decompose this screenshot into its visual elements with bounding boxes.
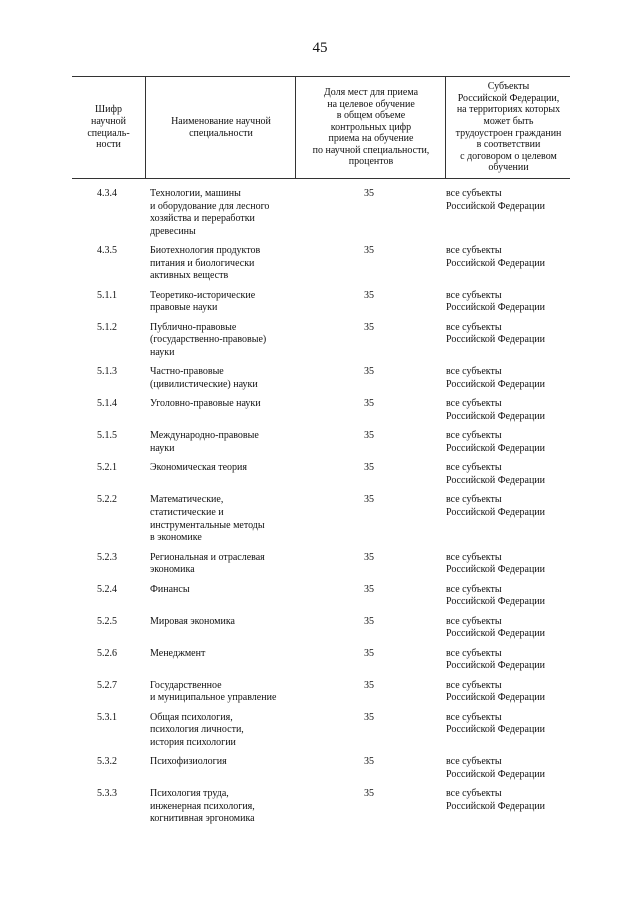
federation-subjects-line: все субъекты [446, 430, 502, 442]
specialty-code: 5.2.2 [97, 494, 117, 506]
specialty-code: 5.3.3 [97, 788, 117, 800]
table-row [0, 788, 640, 833]
specialty-name-line: Математические, [150, 494, 224, 506]
header-code-line: Шифр [95, 104, 122, 116]
specialty-code: 5.2.1 [97, 462, 117, 474]
specialty-code: 4.3.5 [97, 245, 117, 257]
specialty-name-line: инструментальные методы [150, 519, 265, 531]
specialty-name [150, 188, 300, 238]
header-share-line: процентов [348, 156, 394, 168]
target-share: 35 [364, 756, 374, 768]
federation-subjects-line: все субъекты [446, 679, 502, 691]
federation-subjects-line: все субъекты [446, 494, 502, 506]
target-share: 35 [364, 188, 374, 199]
specialty-name [150, 788, 300, 826]
table-row [0, 398, 640, 430]
target-share: 35 [364, 711, 374, 723]
specialty-name-line: Региональная и отраслевая [150, 551, 265, 563]
specialty-name-line: древесины [150, 225, 196, 237]
target-share: 35 [364, 551, 374, 563]
federation-subjects-line: все субъекты [446, 366, 502, 378]
federation-subjects-line: все субъекты [446, 289, 502, 301]
header-subjects-line: Российской Федерации, [457, 92, 560, 104]
federation-subjects-line: Российской Федерации [446, 257, 546, 269]
federation-subjects-line: Российской Федерации [446, 800, 546, 812]
specialty-name [150, 680, 300, 705]
target-share: 35 [364, 289, 374, 301]
header-name [145, 77, 296, 178]
target-share: 35 [364, 321, 374, 333]
table-header [72, 76, 570, 179]
specialty-name [150, 712, 300, 750]
table-row [0, 290, 640, 322]
specialty-name [150, 398, 300, 411]
target-share: 35 [364, 615, 374, 627]
specialty-name [150, 290, 300, 315]
federation-subjects-line: Российской Федерации [446, 660, 546, 672]
target-share: 35 [364, 398, 374, 410]
federation-subjects-line: все субъекты [446, 583, 502, 595]
specialty-name-line: Технологии, машины [150, 188, 241, 199]
federation-subjects [446, 245, 570, 270]
federation-subjects [446, 616, 570, 641]
specialty-name [150, 245, 300, 283]
federation-subjects [446, 494, 570, 519]
federation-subjects-line: Российской Федерации [446, 378, 546, 390]
specialty-name-line: хозяйства и переработки [150, 213, 255, 225]
table-row [0, 322, 640, 367]
specialty-name-line: Уголовно-правовые науки [150, 398, 261, 410]
header-name-line: Наименование научной [171, 115, 271, 127]
table-row [0, 616, 640, 648]
federation-subjects-line: все субъекты [446, 756, 502, 768]
federation-subjects [446, 648, 570, 673]
specialty-name-line: инженерная психология, [150, 800, 255, 812]
specialty-name-line: Биотехнология продуктов [150, 245, 261, 257]
specialty-name-line: Мировая экономика [150, 615, 235, 627]
header-share-line: на целевое обучение [327, 98, 415, 110]
specialty-code: 5.3.2 [97, 756, 117, 768]
table-row [0, 648, 640, 680]
federation-subjects [446, 366, 570, 391]
header-code-line: ности [96, 139, 121, 151]
federation-subjects [446, 430, 570, 455]
table-row [0, 366, 640, 398]
specialty-name-line: статистические и [150, 506, 224, 518]
federation-subjects-line: Российской Федерации [446, 596, 546, 608]
specialty-name [150, 616, 300, 629]
specialty-name-line: Менеджмент [150, 647, 206, 659]
specialty-code: 5.2.6 [97, 647, 117, 659]
table-row [0, 756, 640, 788]
federation-subjects-line: Российской Федерации [446, 506, 546, 518]
specialty-name-line: Психофизиология [150, 756, 227, 768]
federation-subjects [446, 788, 570, 813]
table-row [0, 462, 640, 494]
header-subjects-line: Субъекты [487, 81, 530, 93]
federation-subjects-line: Российской Федерации [446, 442, 546, 454]
specialty-code: 5.2.3 [97, 551, 117, 563]
specialty-name-line: активных веществ [150, 270, 229, 282]
specialty-name-line: экономика [150, 564, 195, 576]
table-row [0, 430, 640, 462]
specialty-name-line: Государственное [150, 679, 222, 691]
specialty-name-line: Финансы [150, 583, 190, 595]
federation-subjects-line: все субъекты [446, 321, 502, 333]
specialty-name-line: науки [150, 442, 175, 454]
table-body [0, 188, 640, 833]
specialty-name-line: Частно-правовые [150, 366, 224, 378]
federation-subjects-line: Российской Федерации [446, 564, 546, 576]
specialty-name-line: Теоретико-исторические [150, 289, 256, 301]
header-subjects-line: на территориях которых [456, 104, 561, 116]
header-share-line: по научной специальности, [312, 144, 430, 156]
federation-subjects-line: все субъекты [446, 188, 502, 199]
header-subjects-line: обучении [488, 162, 529, 174]
specialty-name [150, 552, 300, 577]
table-row [0, 712, 640, 757]
federation-subjects-line: все субъекты [446, 711, 502, 723]
specialty-name [150, 430, 300, 455]
header-subjects [445, 77, 571, 178]
target-share: 35 [364, 788, 374, 800]
federation-subjects-line: Российской Федерации [446, 474, 546, 486]
federation-subjects [446, 584, 570, 609]
specialty-code: 5.1.5 [97, 430, 117, 442]
federation-subjects-line: Российской Федерации [446, 200, 546, 212]
specialty-name-line: когнитивная эргономика [150, 813, 255, 825]
specialty-code: 5.2.5 [97, 615, 117, 627]
federation-subjects [446, 462, 570, 487]
specialty-name-line: Публично-правовые [150, 321, 237, 333]
federation-subjects-line: Российской Федерации [446, 628, 546, 640]
header-code-line: специаль- [87, 127, 130, 139]
header-subjects-line: трудоустроен гражданин [455, 127, 562, 139]
federation-subjects [446, 680, 570, 705]
header-name-line: специальности [189, 127, 253, 139]
federation-subjects [446, 322, 570, 347]
federation-subjects-line: все субъекты [446, 462, 502, 474]
header-share-line: приема на обучение [328, 133, 414, 145]
header-share-line: в общем объеме [336, 110, 406, 122]
specialty-code: 5.3.1 [97, 711, 117, 723]
header-subjects-line: в соответствии [476, 139, 541, 151]
target-share: 35 [364, 679, 374, 691]
target-share: 35 [364, 366, 374, 378]
specialty-name-line: правовые науки [150, 302, 218, 314]
specialty-name-line: питания и биологически [150, 257, 255, 269]
specialty-name-line: Психология труда, [150, 788, 229, 800]
specialty-name-line: Экономическая теория [150, 462, 247, 474]
federation-subjects-line: все субъекты [446, 551, 502, 563]
specialty-name [150, 366, 300, 391]
header-share [295, 77, 446, 178]
specialty-code: 5.1.3 [97, 366, 117, 378]
target-share: 35 [364, 245, 374, 257]
specialty-name-line: Общая психология, [150, 711, 233, 723]
specialty-name-line: (цивилистические) науки [150, 378, 258, 390]
specialty-code: 5.2.4 [97, 583, 117, 595]
table-row [0, 680, 640, 712]
table-row [0, 245, 640, 290]
target-share: 35 [364, 462, 374, 474]
specialty-name [150, 322, 300, 360]
federation-subjects [446, 398, 570, 423]
specialty-name-line: (государственно-правовые) [150, 334, 267, 346]
page-number: 45 [312, 40, 328, 56]
specialty-code: 4.3.4 [97, 188, 117, 199]
specialty-name-line: психология личности, [150, 724, 244, 736]
target-share: 35 [364, 430, 374, 442]
federation-subjects-line: Российской Федерации [446, 334, 546, 346]
table-row [0, 494, 640, 551]
header-subjects-line: с договором о целевом [460, 150, 557, 162]
specialty-name-line: и оборудование для лесного [150, 200, 270, 212]
specialty-name [150, 648, 300, 661]
specialty-name-line: в экономике [150, 532, 202, 544]
specialty-name [150, 584, 300, 597]
federation-subjects-line: все субъекты [446, 788, 502, 800]
specialty-name-line: история психологии [150, 736, 236, 748]
specialty-code: 5.1.2 [97, 321, 117, 333]
table-row [0, 188, 640, 245]
federation-subjects [446, 756, 570, 781]
specialty-code: 5.1.1 [97, 289, 117, 301]
federation-subjects-line: все субъекты [446, 398, 502, 410]
table-row [0, 552, 640, 584]
federation-subjects-line: все субъекты [446, 615, 502, 627]
federation-subjects-line: все субъекты [446, 245, 502, 257]
federation-subjects-line: Российской Федерации [446, 768, 546, 780]
header-subjects-line: может быть [483, 115, 534, 127]
header-code [72, 77, 145, 178]
federation-subjects-line: Российской Федерации [446, 692, 546, 704]
specialty-name [150, 756, 300, 769]
specialty-name-line: Международно-правовые [150, 430, 259, 442]
specialty-name-line: и муниципальное управление [150, 692, 277, 704]
federation-subjects-line: Российской Федерации [446, 724, 546, 736]
federation-subjects [446, 188, 570, 213]
specialty-name [150, 462, 300, 475]
specialty-code: 5.1.4 [97, 398, 117, 410]
target-share: 35 [364, 494, 374, 506]
federation-subjects-line: все субъекты [446, 647, 502, 659]
federation-subjects [446, 552, 570, 577]
header-share-line: Доля мест для приема [323, 86, 419, 98]
header-share-line: контрольных цифр [330, 121, 412, 133]
specialty-name [150, 494, 300, 544]
federation-subjects-line: Российской Федерации [446, 302, 546, 314]
federation-subjects [446, 290, 570, 315]
federation-subjects-line: Российской Федерации [446, 410, 546, 422]
table-row [0, 584, 640, 616]
target-share: 35 [364, 647, 374, 659]
federation-subjects [446, 712, 570, 737]
specialty-name-line: науки [150, 346, 175, 358]
specialty-code: 5.2.7 [97, 679, 117, 691]
header-code-line: научной [90, 115, 126, 127]
target-share: 35 [364, 583, 374, 595]
